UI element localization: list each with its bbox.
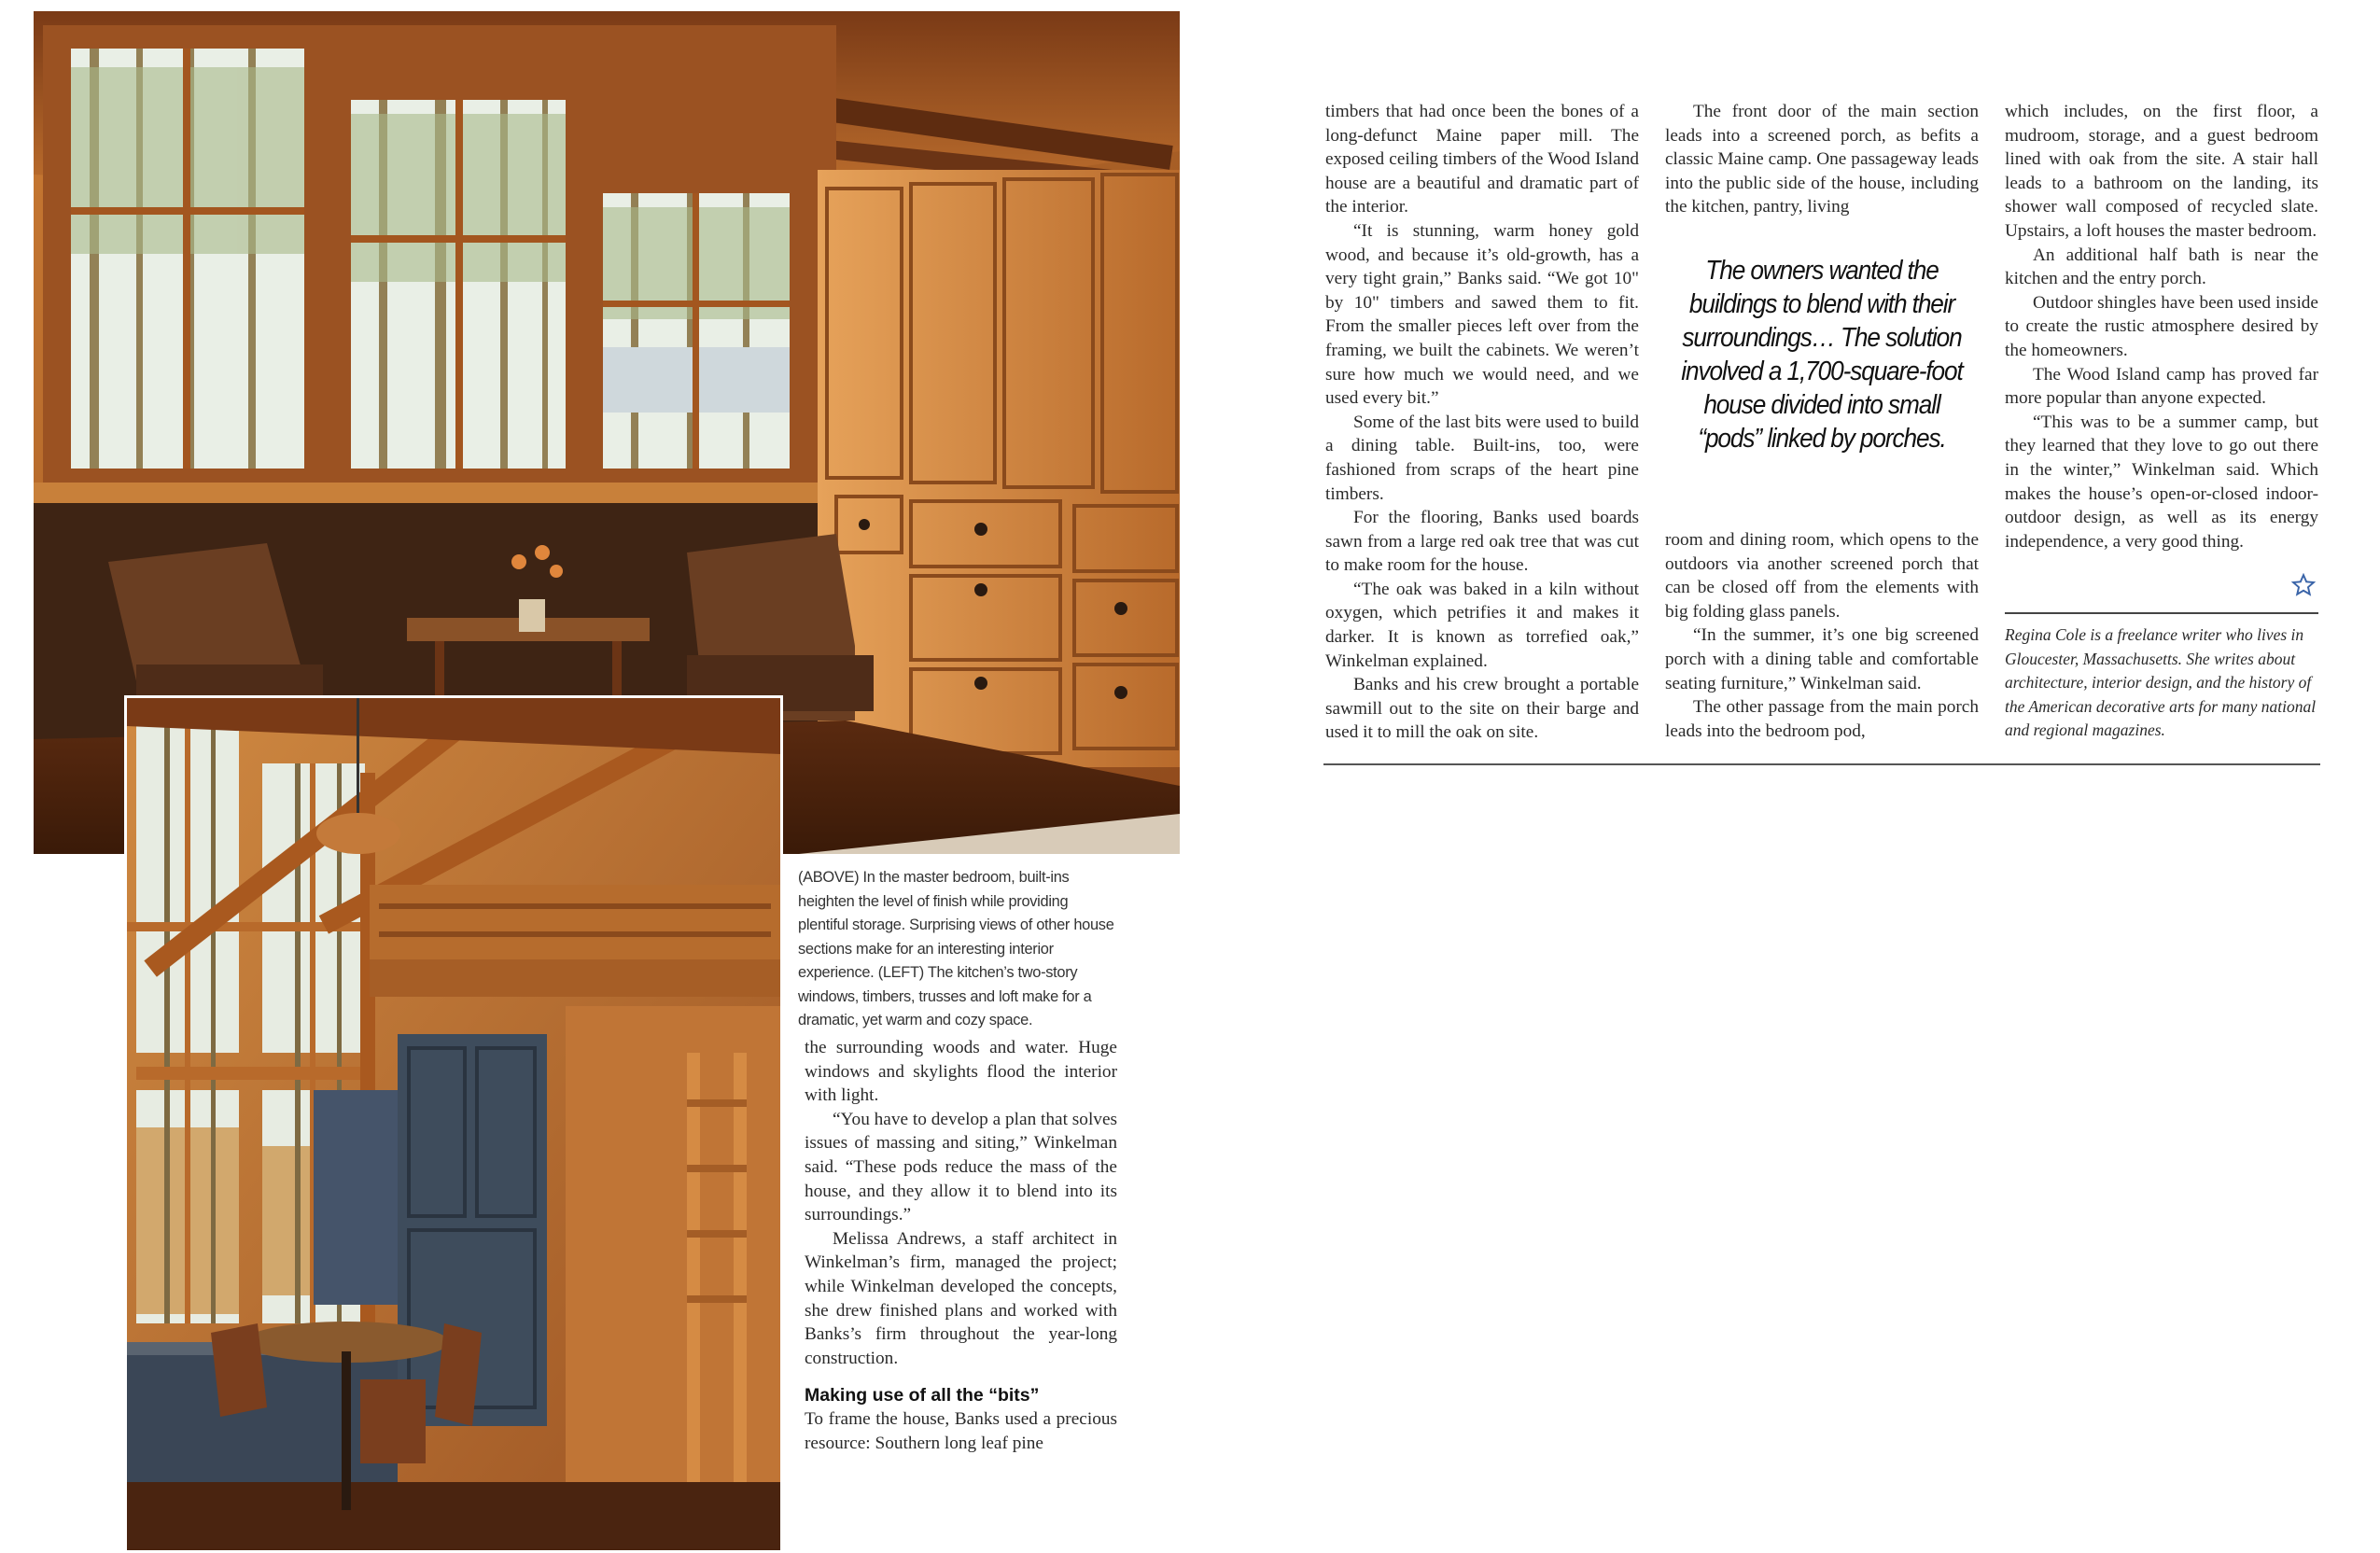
article-column-2-top [1665, 100, 1979, 219]
paragraph: “This was to be a summer camp, but they learned that they love to go out there in the winter,” Winkelman said. Which makes the house’s open-or-closed indoor-outdoor design, as well as its energy independence, a very good thing. [2005, 412, 2318, 552]
paragraph: Melissa Andrews, a staff architect in Winkelman’s firm, managed the project; while Winkelman developed the concepts, she drew finished plans and worked with Banks’s firm throughout the year-long construction. [805, 1228, 1117, 1368]
author-bio: Regina Cole is a freelance writer who lives in Gloucester, Massachusetts. She writes about architecture, interior design, and the history of the American decorative arts for many national and regional magazines. [2005, 625, 2317, 739]
paragraph: An additional half bath is near the kitchen and the entry porch. [2005, 245, 2318, 289]
photo-caption: (ABOVE) In the master bedroom, built-ins heighten the level of finish while providing plentiful storage. Surprising views of other house sections make for an interesting interior experience. (LEFT) The kitchen’s two-story windows, timbers, trusses and loft make for a dramatic, yet warm and cozy space. [798, 869, 1114, 1028]
pull-quote: The owners wanted the buildings to blend with their surroundings… The solution involved a 1,700-square-foot house divided into small “pods” linked by porches. [1681, 256, 1963, 454]
article-column-2-bottom [1665, 528, 1979, 743]
paragraph: To frame the house, Banks used a precious resource: Southern long leaf pine [805, 1409, 1117, 1453]
paragraph: Outdoor shingles have been used inside to create the rustic atmosphere desired by the homeowners. [2005, 292, 2318, 360]
paragraph: timbers that had once been the bones of a long-defunct Maine paper mill. The exposed ceiling timbers of the Wood Island house are a beautiful and dramatic part of the interior. [1325, 102, 1639, 217]
article-column-1 [1325, 100, 1639, 745]
paragraph: Some of the last bits were used to build a dining table. Built-ins, too, were fashioned from scraps of the heart pine timbers. [1325, 412, 1639, 504]
paragraph: the surrounding woods and water. Huge windows and skylights flood the interior with light. [805, 1038, 1117, 1106]
paragraph: “In the summer, it’s one big screened porch with a dining table and comfortable seating furniture,” Winkelman said. [1665, 625, 1979, 693]
paragraph: “It is stunning, warm honey gold wood, and because it’s old-growth, has a very tight grain,” Banks said. “We got 10" by 10" timbers and sawed them to fit. From the smaller pieces left over from the framing, we built the cabinets. We weren’t sure how much we would need, and we used every bit.” [1325, 220, 1639, 409]
article-column-3 [2005, 100, 2318, 553]
paragraph: “You have to develop a plan that solves issues of massing and siting,” Winkelman said. “These pods reduce the mass of the house, and they allow it to blend into its surroundings.” [805, 1109, 1117, 1225]
paragraph: The front door of the main section leads into a screened porch, as befits a classic Maine camp. One passageway leads into the public side of the house, including the kitchen, pantry, living [1665, 102, 1979, 217]
page-bottom-rule [1323, 763, 2320, 765]
star-icon [2291, 573, 2316, 597]
paragraph: The other passage from the main porch leads into the bedroom pod, [1665, 697, 1979, 741]
paragraph: which includes, on the first floor, a mudroom, storage, and a guest bedroom lined with oak from the site. A stair hall leads to a bathroom on the landing, its shower wall composed of recycled slate. Upstairs, a loft houses the master bedroom. [2005, 102, 2318, 241]
paragraph: The Wood Island camp has proved far more popular than anyone expected. [2005, 364, 2318, 409]
section-heading: Making use of all the “bits” [805, 1385, 1040, 1406]
paragraph: “The oak was baked in a kiln without oxygen, which petrifies it and makes it darker. It is known as torrefied oak,” Winkelman explained. [1325, 579, 1639, 671]
bio-divider [2005, 612, 2318, 614]
article-column-left [805, 1036, 1117, 1456]
paragraph: For the flooring, Banks used boards sawn from a large red oak tree that was cut to make room for the house. [1325, 508, 1639, 576]
paragraph: Banks and his crew brought a portable sawmill out to the site on their barge and used it to mill the oak on site. [1325, 675, 1639, 743]
kitchen-photo [124, 695, 783, 1553]
paragraph: room and dining room, which opens to the outdoors via another screened porch that can be closed off from the elements with big folding glass panels. [1665, 530, 1979, 622]
